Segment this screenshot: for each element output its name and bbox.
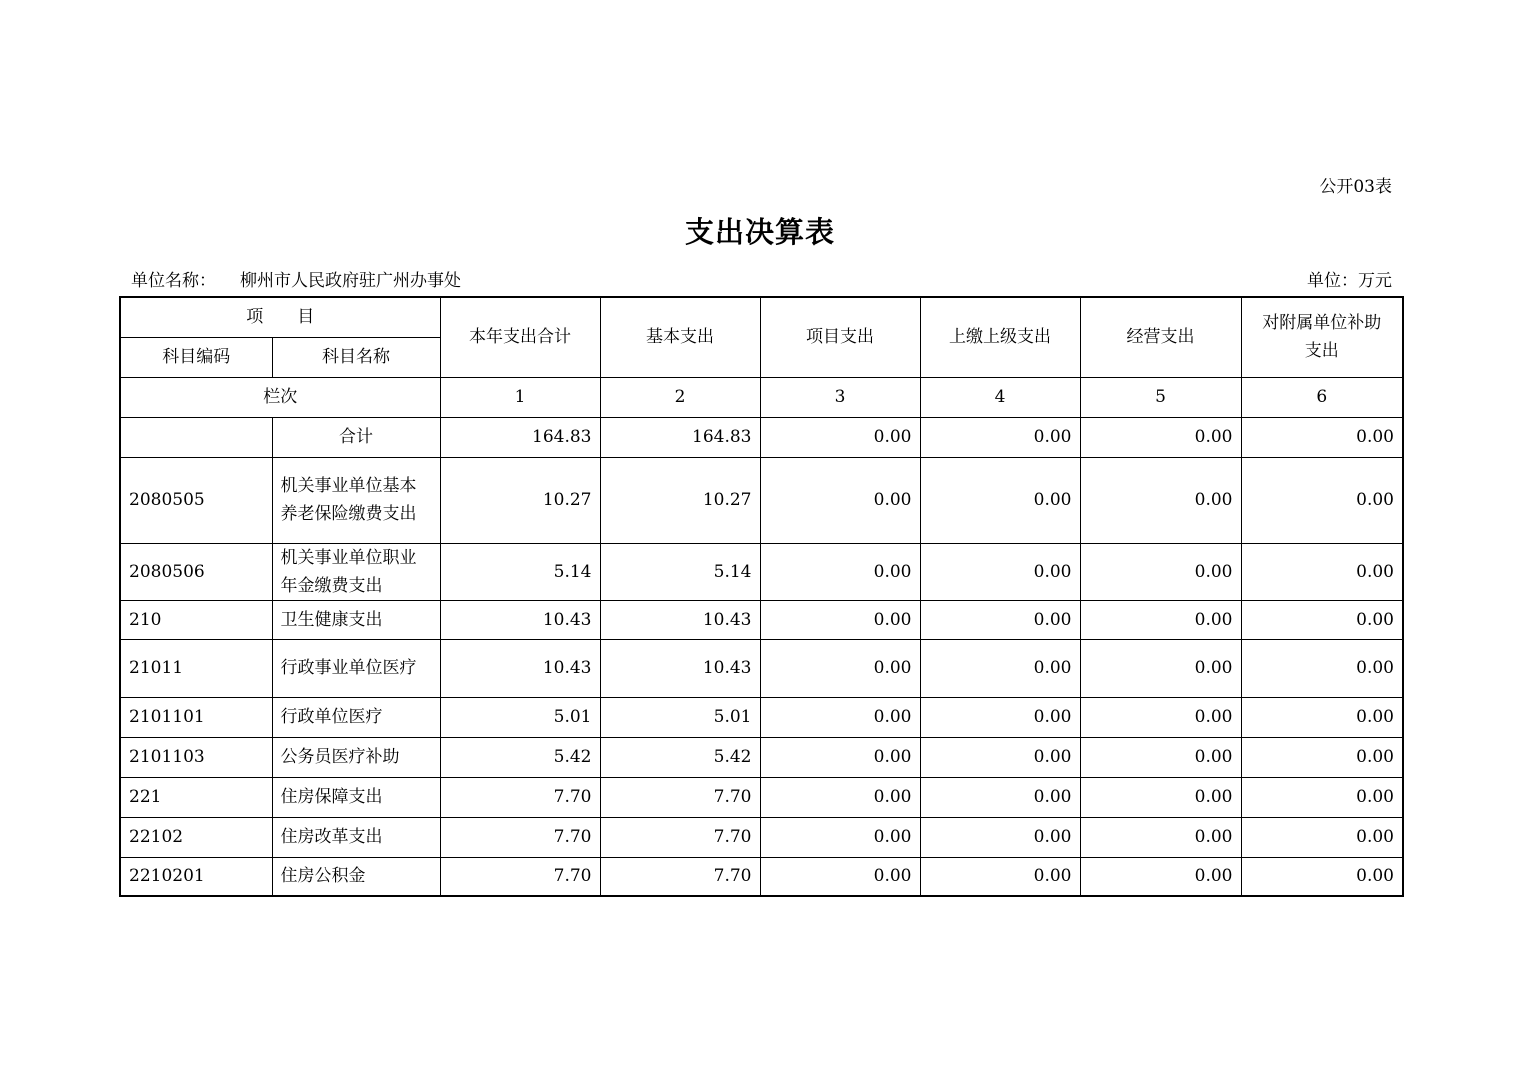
amount-cell: 0.00 xyxy=(920,697,1080,737)
amount-cell: 0.00 xyxy=(920,457,1080,543)
amount-cell: 0.00 xyxy=(1241,457,1403,543)
amount-cell: 10.43 xyxy=(440,639,600,697)
amount-cell: 5.42 xyxy=(440,737,600,777)
amount-cell: 0.00 xyxy=(920,600,1080,639)
subject-name-cell: 机关事业单位职业年金缴费支出 xyxy=(272,543,440,600)
amount-cell: 0.00 xyxy=(1080,543,1241,600)
amount-cell: 0.00 xyxy=(920,417,1080,457)
unit-name xyxy=(131,266,461,291)
amount-cell: 164.83 xyxy=(440,417,600,457)
column-number: 6 xyxy=(1241,377,1403,417)
amount-cell: 164.83 xyxy=(600,417,760,457)
amount-cell: 7.70 xyxy=(440,857,600,896)
amount-cell: 0.00 xyxy=(920,857,1080,896)
amount-cell: 0.00 xyxy=(760,697,920,737)
amount-cell: 0.00 xyxy=(760,543,920,600)
table-row xyxy=(120,777,1403,817)
amount-cell: 0.00 xyxy=(760,817,920,857)
header-code: 科目编码 xyxy=(120,337,272,377)
amount-cell: 5.01 xyxy=(440,697,600,737)
subject-code-cell: 2101103 xyxy=(120,737,272,777)
column-number: 4 xyxy=(920,377,1080,417)
header-subsidy-line2: 支出 xyxy=(1304,341,1339,362)
amount-cell: 0.00 xyxy=(1241,543,1403,600)
amount-cell: 7.70 xyxy=(440,777,600,817)
amount-cell: 0.00 xyxy=(760,777,920,817)
subject-name-cell: 行政单位医疗 xyxy=(272,697,440,737)
total-row xyxy=(120,417,1403,457)
page-title: 支出决算表 xyxy=(684,215,835,249)
amount-cell: 0.00 xyxy=(1241,817,1403,857)
amount-cell: 0.00 xyxy=(1080,417,1241,457)
header-subsidy-line1: 对附属单位补助 xyxy=(1262,313,1382,334)
header-name: 科目名称 xyxy=(272,337,440,377)
column-number: 5 xyxy=(1080,377,1241,417)
amount-cell: 0.00 xyxy=(760,417,920,457)
amount-cell: 0.00 xyxy=(1241,777,1403,817)
subject-name-cell: 机关事业单位基本养老保险缴费支出 xyxy=(272,457,440,543)
amount-cell: 0.00 xyxy=(920,817,1080,857)
amount-cell: 0.00 xyxy=(760,737,920,777)
subject-name-cell: 行政事业单位医疗 xyxy=(272,639,440,697)
header-total: 本年支出合计 xyxy=(440,297,600,377)
amount-cell: 10.43 xyxy=(440,600,600,639)
amount-cell: 0.00 xyxy=(920,777,1080,817)
header-project: 项目支出 xyxy=(760,297,920,377)
table-row xyxy=(120,457,1403,543)
amount-cell: 0.00 xyxy=(1241,857,1403,896)
amount-cell: 0.00 xyxy=(920,737,1080,777)
amount-cell: 5.14 xyxy=(440,543,600,600)
subject-code-cell: 2101101 xyxy=(120,697,272,737)
table-row xyxy=(120,639,1403,697)
column-number: 3 xyxy=(760,377,920,417)
header-business: 经营支出 xyxy=(1080,297,1241,377)
header-basic: 基本支出 xyxy=(600,297,760,377)
amount-cell: 0.00 xyxy=(1241,697,1403,737)
table-row xyxy=(120,817,1403,857)
table-row xyxy=(120,543,1403,600)
amount-cell: 0.00 xyxy=(1080,697,1241,737)
header-upper: 上缴上级支出 xyxy=(920,297,1080,377)
amount-cell: 0.00 xyxy=(760,457,920,543)
amount-cell: 0.00 xyxy=(1080,600,1241,639)
amount-cell: 10.27 xyxy=(440,457,600,543)
amount-cell: 7.70 xyxy=(600,777,760,817)
amount-cell: 0.00 xyxy=(920,639,1080,697)
subject-name-cell: 住房保障支出 xyxy=(272,777,440,817)
amount-cell: 10.27 xyxy=(600,457,760,543)
amount-cell: 0.00 xyxy=(1080,737,1241,777)
header-subsidy xyxy=(1241,297,1403,377)
table-row xyxy=(120,600,1403,639)
subject-code-cell: 2080505 xyxy=(120,457,272,543)
amount-cell: 5.01 xyxy=(600,697,760,737)
header-row-1 xyxy=(120,297,1403,337)
subject-code-cell: 21011 xyxy=(120,639,272,697)
amount-cell: 10.43 xyxy=(600,639,760,697)
amount-cell: 7.70 xyxy=(600,817,760,857)
amount-cell: 7.70 xyxy=(440,817,600,857)
table-row xyxy=(120,737,1403,777)
amount-cell: 0.00 xyxy=(1080,457,1241,543)
column-number: 1 xyxy=(440,377,600,417)
subject-name-cell: 住房改革支出 xyxy=(272,817,440,857)
table-row xyxy=(120,857,1403,896)
expenditure-table xyxy=(119,296,1404,897)
subject-name-cell: 公务员医疗补助 xyxy=(272,737,440,777)
unit-name-label: 单位名称： xyxy=(131,271,216,291)
subject-name-cell: 卫生健康支出 xyxy=(272,600,440,639)
header-item: 项 目 xyxy=(120,297,440,337)
amount-cell: 0.00 xyxy=(1241,639,1403,697)
amount-cell: 0.00 xyxy=(760,857,920,896)
amount-cell: 5.14 xyxy=(600,543,760,600)
subject-name-cell: 合计 xyxy=(272,417,440,457)
amount-cell: 5.42 xyxy=(600,737,760,777)
unit-name-value: 柳州市人民政府驻广州办事处 xyxy=(240,271,461,291)
column-number-label: 栏次 xyxy=(120,377,440,417)
amount-cell: 0.00 xyxy=(1241,737,1403,777)
amount-cell: 0.00 xyxy=(1080,777,1241,817)
amount-cell: 0.00 xyxy=(1080,817,1241,857)
amount-cell: 0.00 xyxy=(1241,600,1403,639)
amount-cell: 0.00 xyxy=(920,543,1080,600)
amount-cell: 0.00 xyxy=(1241,417,1403,457)
table-row xyxy=(120,697,1403,737)
form-number: 公开03表 xyxy=(1319,177,1392,197)
amount-cell: 0.00 xyxy=(760,639,920,697)
amount-cell: 0.00 xyxy=(760,600,920,639)
amount-cell: 0.00 xyxy=(1080,639,1241,697)
amount-cell: 0.00 xyxy=(1080,857,1241,896)
unit-label: 单位：万元 xyxy=(1307,271,1392,291)
column-number: 2 xyxy=(600,377,760,417)
amount-cell: 7.70 xyxy=(600,857,760,896)
subject-code-cell: 22102 xyxy=(120,817,272,857)
subject-code-cell: 221 xyxy=(120,777,272,817)
subject-code-cell xyxy=(120,417,272,457)
subject-code-cell: 210 xyxy=(120,600,272,639)
amount-cell: 10.43 xyxy=(600,600,760,639)
column-number-row xyxy=(120,377,1403,417)
subject-name-cell: 住房公积金 xyxy=(272,857,440,896)
subject-code-cell: 2210201 xyxy=(120,857,272,896)
subject-code-cell: 2080506 xyxy=(120,543,272,600)
